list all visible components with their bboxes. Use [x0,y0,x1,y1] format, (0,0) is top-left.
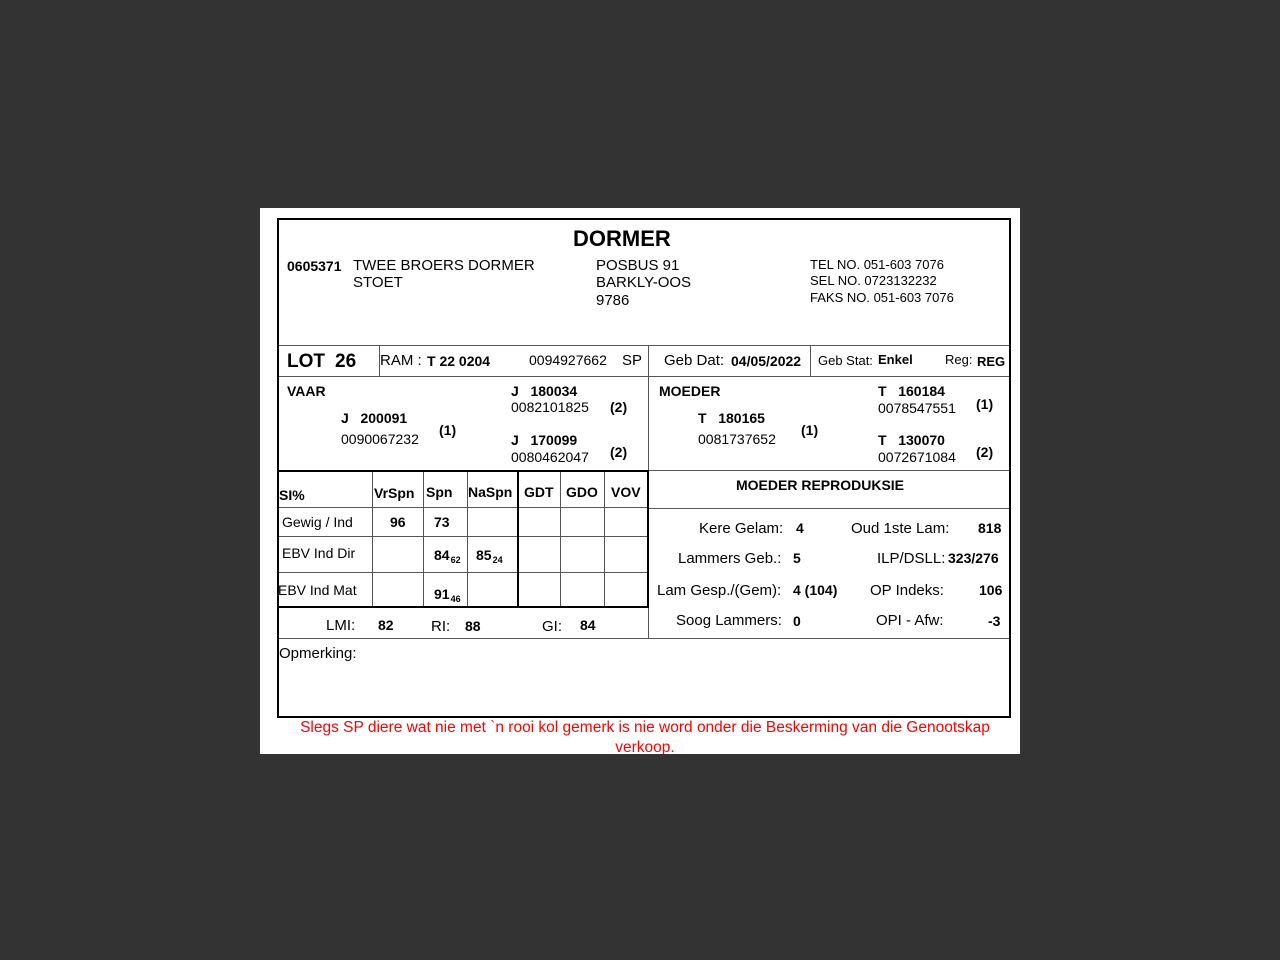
sp-notice: Slegs SP diere wat nie met `n rooi kol gemerk is nie word onder die Beskerming van die Genootskap verkoop. [300,719,990,754]
ram-label: RAM : [380,352,422,369]
si-row-label: EBV Ind Dir [282,545,356,561]
sire-reg-number: 0090067232 [341,431,419,447]
sire-dam-reg-number: 0080462047 [511,449,589,465]
si-header-gdo: GDO [566,484,598,500]
ri-value: 88 [465,618,481,634]
lot-number: 26 [335,351,357,372]
pedigree-divider [648,376,649,470]
ram-class: SP [622,352,643,369]
repro-title-line [649,508,1009,509]
faks-number: FAKS NO. 051-603 7076 [810,290,954,305]
sire-dam-id: J 170099 [511,432,578,448]
geb-dat-label: Geb Dat: [664,352,725,369]
si-col-line-6 [604,472,605,606]
si-row-line-1 [279,507,647,508]
sire-dam-generation: (2) [610,444,628,460]
oud-lam-label: Oud 1ste Lam: [851,520,950,537]
si-spn-value: $84_{62}$ [434,547,461,565]
dam-id: T 180165 [698,410,765,426]
gi-value: 84 [580,617,596,633]
lot-card-page [260,208,1020,754]
breeder-name-line2: STOET [353,274,403,291]
geb-stat-label: Geb Stat: [818,353,873,368]
si-table-top [277,470,649,472]
si-row-line-2 [279,536,647,537]
dam-dam-generation: (2) [976,444,994,460]
kere-gelam-label: Kere Gelam: [699,520,784,537]
lot-divider-3 [810,345,811,376]
dam-dam-id: T 130070 [878,432,945,448]
si-row-label: Gewig / Ind [282,514,353,530]
reg-value: REG [977,354,1006,369]
breeder-name-line1: TWEE BROERS DORMER [353,257,535,274]
sire-id: J 200091 [341,410,408,426]
op-indeks-value: 106 [979,582,1003,598]
soog-lammers-label: Soog Lammers: [676,612,782,629]
lot-label: LOT [287,351,325,372]
dam-sire-id: T 160184 [878,383,945,399]
ram-id: T 22 0204 [427,353,491,369]
breeder-number: 0605371 [287,258,342,274]
lam-gesp-value: 4 (104) [793,582,838,598]
dam-sire-reg-number: 0078547551 [878,400,956,416]
outer-border-right [1009,218,1011,718]
lmi-value: 82 [378,617,394,633]
tel-number: TEL NO. 051-603 7076 [810,257,944,272]
lam-gesp-label: Lam Gesp./(Gem): [657,582,782,599]
sire-sire-id: J 180034 [511,383,578,399]
reg-label: Reg: [945,352,973,367]
si-col-line-2 [423,472,424,606]
si-header-spn: Spn [426,484,453,500]
sel-number: SEL NO. 0723132232 [810,273,937,288]
lot-row-bottom-line [279,376,1009,377]
si-spn-value: $91_{46}$ [434,586,461,604]
ri-label: RI: [431,618,451,635]
si-vrspn-value: 96 [390,514,406,530]
si-spn-value: 73 [434,514,450,530]
ilp-label: ILP/DSLL: [877,550,946,567]
gi-label: GI: [542,618,563,635]
si-table-bottom [277,606,649,608]
si-header-naspn: NaSpn [468,484,513,500]
si-spn-subscript: 62 [450,555,461,565]
address-line1: POSBUS 91 [596,257,680,274]
lmi-label: LMI: [326,617,356,634]
si-header-gdt: GDT [524,484,554,500]
sire-sire-generation: (2) [610,399,628,415]
dam-sire-generation: (1) [976,396,994,412]
sire-sire-reg-number: 0082101825 [511,399,589,415]
kere-gelam-value: 4 [796,520,804,536]
si-table-right [647,470,649,608]
si-naspn-subscript: 24 [492,555,503,565]
si-spn-subscript: 46 [450,594,461,604]
lmi-bottom-line [279,638,1009,639]
si-col-line-4 [517,472,519,606]
dam-reg-number: 0081737652 [698,431,776,447]
ram-reg-number: 0094927662 [529,352,607,368]
outer-border-top [277,218,1011,220]
si-row-line-3 [279,572,647,573]
repro-top-line [649,470,1009,471]
remarks-label: Opmerking: [279,645,357,662]
si-naspn-value: $85_{24}$ [476,547,503,565]
opi-afw-label: OPI - Afw: [876,612,944,629]
address-line3: 9786 [596,292,630,309]
sire-generation: (1) [439,422,457,438]
geb-dat-value: 04/05/2022 [731,353,802,369]
breed-title: DORMER [573,226,671,251]
lmi-right-line [648,608,649,639]
outer-border-left [277,218,279,718]
vaar-label: VAAR [287,383,326,399]
lot-row-top-line [279,345,1009,346]
opi-afw-value: -3 [988,613,1001,629]
repro-title: MOEDER REPRODUKSIE [736,477,905,493]
dam-dam-reg-number: 0072671084 [878,449,956,465]
dam-generation: (1) [801,422,819,438]
si-header-vrspn: VrSpn [374,485,415,501]
moeder-label: MOEDER [659,383,721,399]
si-header-si: SI% [279,487,305,503]
lammers-geb-label: Lammers Geb.: [678,550,782,567]
si-header-vov: VOV [611,484,641,500]
geb-stat-value: Enkel [878,352,913,367]
address-line2: BARKLY-OOS [596,274,692,291]
si-col-line-1 [372,472,373,606]
op-indeks-label: OP Indeks: [870,582,944,599]
soog-lammers-value: 0 [793,613,801,629]
lot-divider-2 [648,345,649,376]
si-row-label: EBV Ind Mat [278,582,357,598]
oud-lam-value: 818 [978,520,1002,536]
ilp-value: 323/276 [948,550,999,566]
si-col-line-5 [560,472,561,606]
lammers-geb-value: 5 [793,550,801,566]
